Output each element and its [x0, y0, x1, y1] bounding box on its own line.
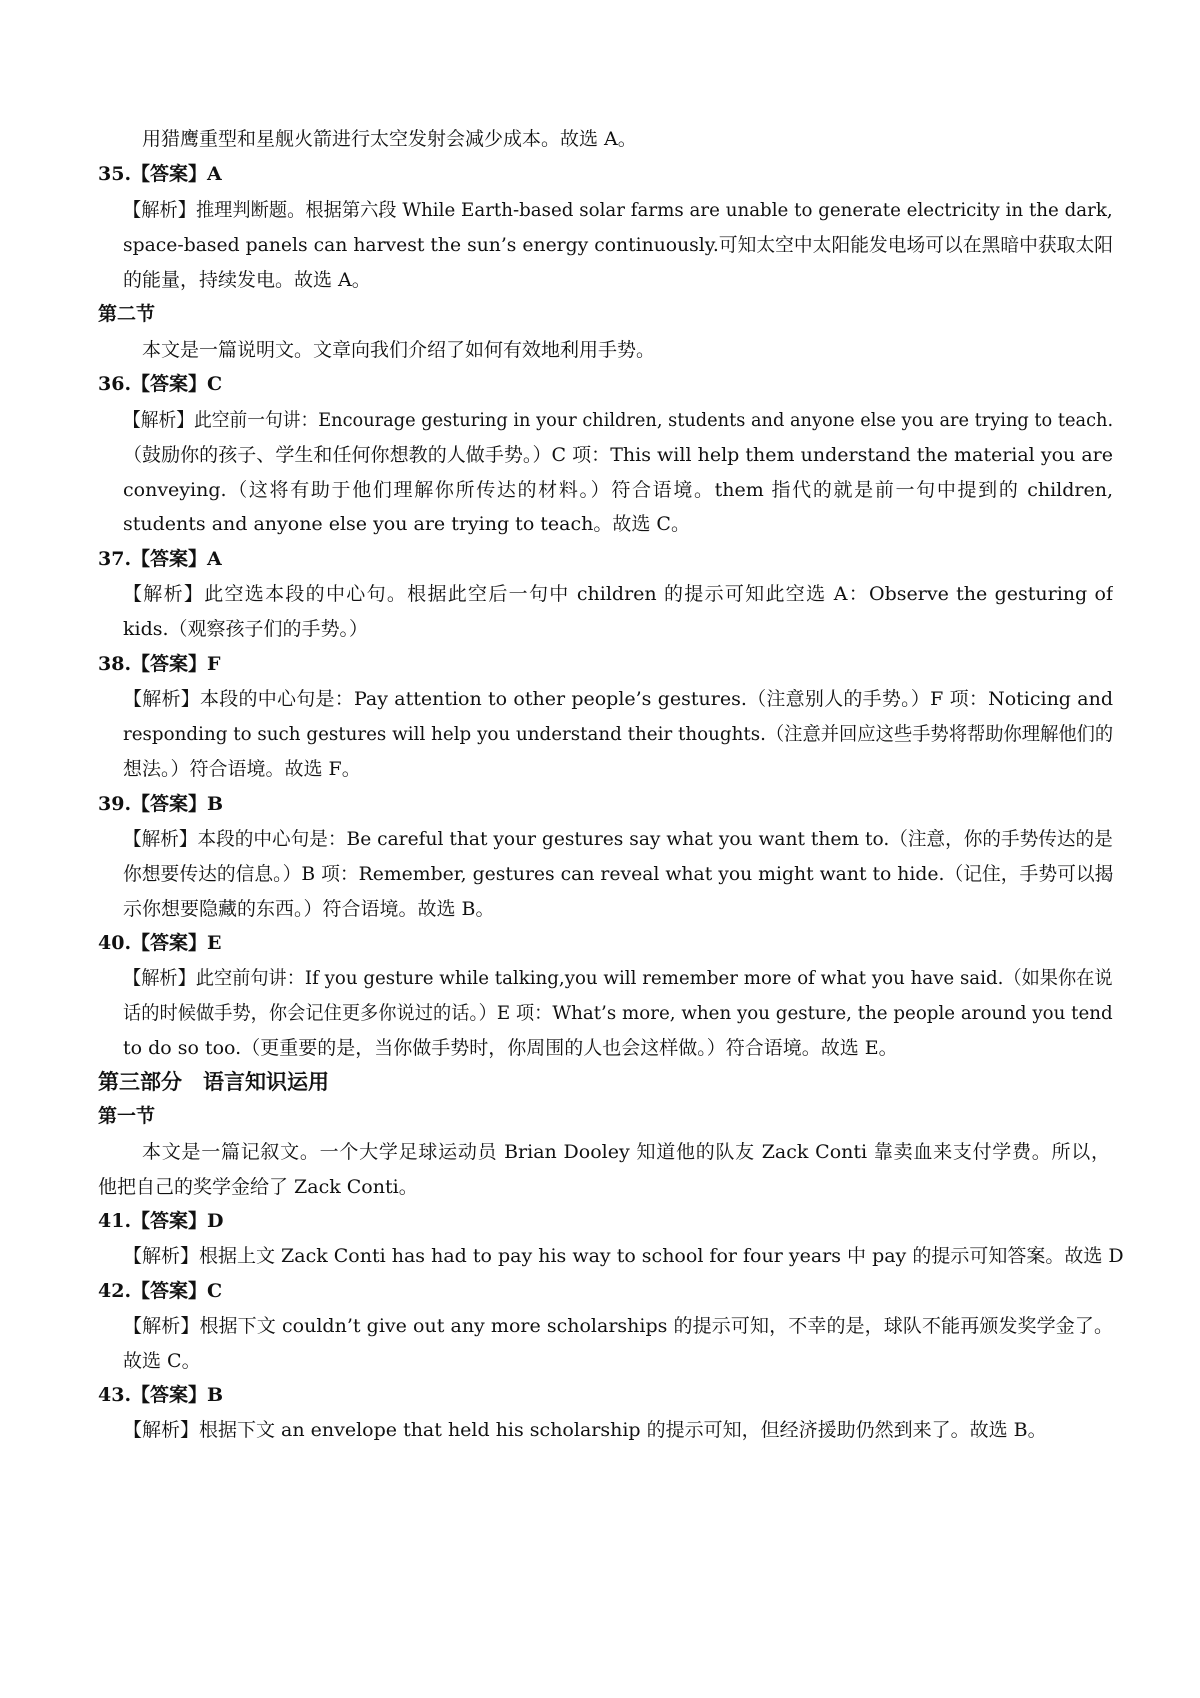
answer-41: 41.【答案】D [98, 1210, 224, 1232]
analysis-36-line1: 【解析】此空前一句讲：Encourage gesturing in your children, students and anyone else you are trying to teach. [123, 409, 1114, 431]
analysis-41-line1: 【解析】根据上文 Zack Conti has had to pay his way to school for four years 中 pay 的提示可知答案。故选 D [123, 1245, 1124, 1267]
answer-36: 36.【答案】C [98, 373, 223, 395]
analysis-38-line3: 想法。）符合语境。故选 F。 [123, 758, 361, 780]
analysis-35-line1: 【解析】推理判断题。根据第六段 While Earth-based solar farms are unable to generate electricity in the dark, [123, 199, 1113, 221]
answer-43: 43.【答案】B [98, 1384, 224, 1406]
analysis-40-line2: 话的时候做手势，你会记住更多你说过的话。）E 项：What’s more, when you gesture, the people around you tend [123, 1002, 1113, 1024]
answer-40: 40.【答案】E [98, 932, 222, 954]
analysis-42-line2: 故选 C。 [123, 1350, 201, 1372]
part-heading-3: 第三部分 语言知识运用 [98, 1069, 329, 1094]
analysis-39-line1: 【解析】本段的中心句是：Be careful that your gestures say what you want them to.（注意，你的手势传达的是 [123, 828, 1113, 850]
section-heading-2: 第二节 [98, 303, 156, 325]
analysis-38-line1: 【解析】本段的中心句是：Pay attention to other people’s gestures.（注意别人的手势。）F 项：Noticing and [123, 688, 1113, 710]
intro-paragraph-2: 本文是一篇说明文。文章向我们介绍了如何有效地利用手势。 [142, 339, 656, 361]
answer-37: 37.【答案】A [98, 548, 222, 570]
analysis-37-line1: 【解析】此空选本段的中心句。根据此空后一句中 children 的提示可知此空选 A：Observe the gesturing of [123, 583, 1113, 605]
answer-42: 42.【答案】C [98, 1280, 223, 1302]
analysis-37-line2: kids.（观察孩子们的手势。） [123, 618, 369, 640]
analysis-36-line2: （鼓励你的孩子、学生和任何你想教的人做手势。）C 项：This will help them understand the material you are [123, 444, 1113, 466]
analysis-36-line3: conveying.（这将有助于他们理解你所传达的材料。）符合语境。them 指代的就是前一句中提到的 children, [123, 479, 1113, 501]
analysis-43-line1: 【解析】根据下文 an envelope that held his scholarship 的提示可知，但经济援助仍然到来了。故选 B。 [123, 1419, 1047, 1441]
analysis-40-line3: to do so too.（更重要的是，当你做手势时，你周围的人也会这样做。）符合语境。故选 E。 [123, 1037, 898, 1059]
analysis-38-line2: responding to such gestures will help you understand their thoughts.（注意并回应这些手势将帮助你理解他们的 [123, 723, 1113, 745]
answer-39: 39.【答案】B [98, 793, 224, 815]
analysis-36-line4: students and anyone else you are trying to teach。故选 C。 [123, 513, 690, 535]
analysis-42-line1: 【解析】根据下文 couldn’t give out any more scholarships 的提示可知，不幸的是，球队不能再颁发奖学金了。 [123, 1315, 1113, 1337]
intro-paragraph-3-line2: 他把自己的奖学金给了 Zack Conti。 [98, 1176, 418, 1198]
answer-35: 35.【答案】A [98, 163, 222, 185]
intro-paragraph-3-line1: 本文是一篇记叙文。一个大学足球运动员 Brian Dooley 知道他的队友 Zack Conti 靠卖血来支付学费。所以， [142, 1141, 1110, 1163]
answer-38: 38.【答案】F [98, 653, 221, 675]
analysis-35-line3: 的能量，持续发电。故选 A。 [123, 269, 371, 291]
text-line: 用猎鹰重型和星舰火箭进行太空发射会减少成本。故选 A。 [142, 128, 637, 150]
analysis-39-line3: 示你想要隐藏的东西。）符合语境。故选 B。 [123, 898, 495, 920]
analysis-40-line1: 【解析】此空前句讲：If you gesture while talking,you will remember more of what you have said.（如果你在说 [123, 967, 1113, 989]
analysis-39-line2: 你想要传达的信息。）B 项：Remember, gestures can reveal what you might want to hide.（记住，手势可以揭 [123, 863, 1113, 885]
analysis-35-line2: space-based panels can harvest the sun’s energy continuously.可知太空中太阳能发电场可以在黑暗中获取太阳 [123, 234, 1113, 256]
section-heading-1: 第一节 [98, 1105, 156, 1127]
